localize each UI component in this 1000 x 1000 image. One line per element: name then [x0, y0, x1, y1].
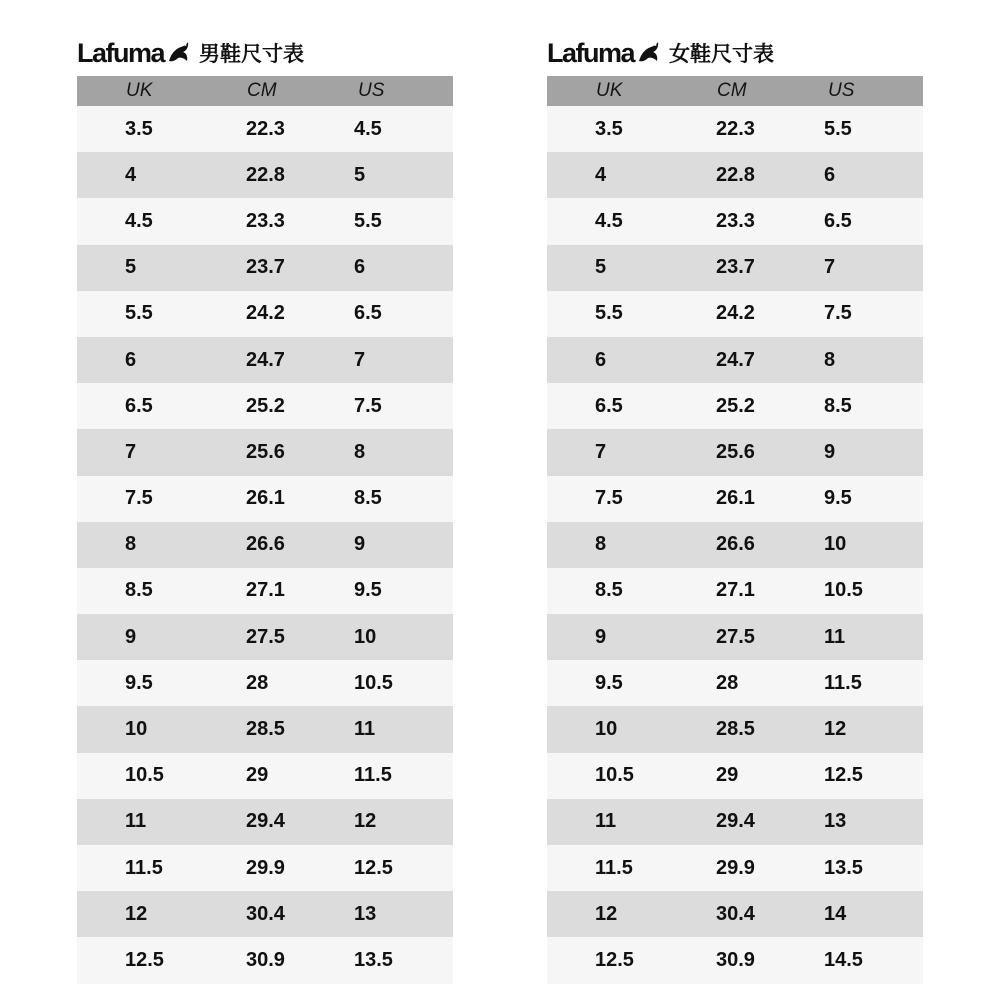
- table-row: [547, 291, 923, 337]
- cell-us: 6.5: [824, 198, 923, 244]
- table-header-row: [77, 76, 453, 106]
- cell-cm: 23.3: [246, 198, 354, 244]
- cell-uk: 10.5: [77, 753, 246, 799]
- cell-uk: 9.5: [547, 660, 716, 706]
- cell-cm: 22.8: [246, 152, 354, 198]
- lizard-logo-icon: [635, 40, 661, 66]
- cell-us: 12.5: [354, 845, 453, 891]
- cell-uk: 8.5: [77, 568, 246, 614]
- cell-us: 5: [354, 152, 453, 198]
- table-row: [547, 476, 923, 522]
- cell-us: 9: [824, 429, 923, 475]
- chart-title: 男鞋尺寸表: [199, 42, 305, 66]
- cell-uk: 10: [77, 706, 246, 752]
- table-row: [547, 753, 923, 799]
- table-row: [547, 937, 923, 983]
- cell-us: 10.5: [824, 568, 923, 614]
- table-row: [547, 522, 923, 568]
- table-body: [547, 106, 923, 984]
- table-row: [77, 937, 453, 983]
- cell-cm: 30.9: [246, 937, 354, 983]
- table-header-row: [547, 76, 923, 106]
- cell-uk: 9: [77, 614, 246, 660]
- cell-us: 6: [824, 152, 923, 198]
- cell-cm: 24.2: [246, 291, 354, 337]
- brand-logo-text: Lafuma: [77, 37, 165, 68]
- cell-us: 7: [354, 337, 453, 383]
- cell-us: 11.5: [824, 660, 923, 706]
- cell-us: 8.5: [354, 476, 453, 522]
- cell-cm: 30.9: [716, 937, 824, 983]
- cell-us: 12: [824, 706, 923, 752]
- table-row: [547, 106, 923, 152]
- cell-uk: 9: [547, 614, 716, 660]
- cell-cm: 29.9: [246, 845, 354, 891]
- cell-cm: 29.4: [246, 799, 354, 845]
- cell-cm: 28: [716, 660, 824, 706]
- table-row: [77, 706, 453, 752]
- table-row: [77, 429, 453, 475]
- cell-us: 6: [354, 245, 453, 291]
- table-row: [547, 799, 923, 845]
- cell-cm: 23.7: [246, 245, 354, 291]
- table-row: [77, 753, 453, 799]
- table-row: [547, 660, 923, 706]
- cell-uk: 6: [547, 337, 716, 383]
- cell-uk: 5.5: [77, 291, 246, 337]
- table-row: [77, 660, 453, 706]
- table-row: [77, 245, 453, 291]
- cell-us: 9: [354, 522, 453, 568]
- table-body: [77, 106, 453, 984]
- cell-cm: 29: [716, 753, 824, 799]
- column-header-uk: UK: [77, 76, 246, 106]
- cell-uk: 8: [77, 522, 246, 568]
- table-row: [77, 891, 453, 937]
- table-row: [547, 198, 923, 244]
- cell-uk: 4.5: [77, 198, 246, 244]
- cell-us: 5.5: [354, 198, 453, 244]
- table-row: [77, 476, 453, 522]
- cell-cm: 23.7: [716, 245, 824, 291]
- cell-cm: 26.6: [716, 522, 824, 568]
- cell-cm: 25.2: [716, 383, 824, 429]
- cell-us: 10.5: [354, 660, 453, 706]
- table-row: [77, 799, 453, 845]
- cell-cm: 24.2: [716, 291, 824, 337]
- table-row: [547, 891, 923, 937]
- cell-uk: 8.5: [547, 568, 716, 614]
- table-row: [77, 106, 453, 152]
- cell-cm: 29.4: [716, 799, 824, 845]
- cell-cm: 27.1: [246, 568, 354, 614]
- cell-us: 5.5: [824, 106, 923, 152]
- cell-uk: 12: [547, 891, 716, 937]
- cell-uk: 12.5: [547, 937, 716, 983]
- cell-uk: 5: [547, 245, 716, 291]
- cell-us: 12: [354, 799, 453, 845]
- table-row: [77, 198, 453, 244]
- cell-us: 4.5: [354, 106, 453, 152]
- table-row: [77, 614, 453, 660]
- cell-us: 7: [824, 245, 923, 291]
- cell-cm: 22.3: [716, 106, 824, 152]
- cell-uk: 4: [77, 152, 246, 198]
- cell-uk: 11.5: [77, 845, 246, 891]
- table-row: [547, 383, 923, 429]
- cell-uk: 3.5: [77, 106, 246, 152]
- cell-us: 7.5: [354, 383, 453, 429]
- cell-cm: 27.5: [716, 614, 824, 660]
- cell-us: 13.5: [354, 937, 453, 983]
- cell-us: 11: [824, 614, 923, 660]
- cell-cm: 23.3: [716, 198, 824, 244]
- womens-size-chart: [547, 30, 923, 984]
- cell-uk: 11: [547, 799, 716, 845]
- cell-us: 9.5: [824, 476, 923, 522]
- table-row: [547, 245, 923, 291]
- cell-cm: 30.4: [246, 891, 354, 937]
- table-row: [77, 291, 453, 337]
- cell-us: 13: [824, 799, 923, 845]
- cell-uk: 6.5: [77, 383, 246, 429]
- cell-cm: 28.5: [246, 706, 354, 752]
- table-row: [77, 152, 453, 198]
- cell-uk: 4: [547, 152, 716, 198]
- column-header-us: US: [354, 76, 453, 106]
- cell-uk: 7.5: [547, 476, 716, 522]
- cell-uk: 7: [547, 429, 716, 475]
- cell-uk: 11.5: [547, 845, 716, 891]
- cell-cm: 28: [246, 660, 354, 706]
- cell-cm: 22.8: [716, 152, 824, 198]
- cell-uk: 7.5: [77, 476, 246, 522]
- cell-uk: 10.5: [547, 753, 716, 799]
- mens-size-chart: [77, 30, 453, 984]
- cell-uk: 10: [547, 706, 716, 752]
- table-row: [547, 614, 923, 660]
- cell-cm: 26.1: [246, 476, 354, 522]
- cell-uk: 9.5: [77, 660, 246, 706]
- lizard-logo-icon: [165, 40, 191, 66]
- table-row: [547, 706, 923, 752]
- table-row: [547, 152, 923, 198]
- cell-cm: 27.5: [246, 614, 354, 660]
- cell-uk: 8: [547, 522, 716, 568]
- cell-us: 8: [824, 337, 923, 383]
- cell-cm: 29.9: [716, 845, 824, 891]
- cell-cm: 27.1: [716, 568, 824, 614]
- cell-us: 14: [824, 891, 923, 937]
- cell-cm: 22.3: [246, 106, 354, 152]
- cell-cm: 30.4: [716, 891, 824, 937]
- cell-cm: 26.1: [716, 476, 824, 522]
- cell-cm: 24.7: [716, 337, 824, 383]
- womens-chart-header: [547, 30, 923, 76]
- brand-logo-text: Lafuma: [547, 37, 635, 68]
- table-row: [547, 845, 923, 891]
- cell-uk: 6.5: [547, 383, 716, 429]
- cell-us: 8: [354, 429, 453, 475]
- cell-uk: 7: [77, 429, 246, 475]
- cell-cm: 29: [246, 753, 354, 799]
- table-row: [77, 568, 453, 614]
- table-row: [77, 383, 453, 429]
- cell-cm: 28.5: [716, 706, 824, 752]
- table-row: [547, 568, 923, 614]
- table-row: [77, 522, 453, 568]
- table-row: [77, 337, 453, 383]
- chart-title: 女鞋尺寸表: [669, 42, 775, 66]
- cell-us: 10: [824, 522, 923, 568]
- column-header-us: US: [824, 76, 923, 106]
- cell-us: 11: [354, 706, 453, 752]
- cell-us: 7.5: [824, 291, 923, 337]
- cell-us: 11.5: [354, 753, 453, 799]
- cell-uk: 12.5: [77, 937, 246, 983]
- size-table: [77, 76, 453, 984]
- cell-us: 8.5: [824, 383, 923, 429]
- cell-uk: 12: [77, 891, 246, 937]
- cell-uk: 5.5: [547, 291, 716, 337]
- cell-uk: 11: [77, 799, 246, 845]
- column-header-cm: CM: [246, 76, 354, 106]
- cell-cm: 25.2: [246, 383, 354, 429]
- column-header-cm: CM: [716, 76, 824, 106]
- cell-us: 9.5: [354, 568, 453, 614]
- table-row: [547, 337, 923, 383]
- mens-chart-header: [77, 30, 453, 76]
- cell-cm: 26.6: [246, 522, 354, 568]
- cell-us: 10: [354, 614, 453, 660]
- cell-uk: 4.5: [547, 198, 716, 244]
- cell-us: 6.5: [354, 291, 453, 337]
- cell-uk: 6: [77, 337, 246, 383]
- cell-us: 13: [354, 891, 453, 937]
- table-row: [547, 429, 923, 475]
- size-table: [547, 76, 923, 984]
- cell-cm: 25.6: [716, 429, 824, 475]
- cell-uk: 5: [77, 245, 246, 291]
- column-header-uk: UK: [547, 76, 716, 106]
- cell-us: 13.5: [824, 845, 923, 891]
- table-row: [77, 845, 453, 891]
- cell-cm: 25.6: [246, 429, 354, 475]
- cell-us: 12.5: [824, 753, 923, 799]
- cell-us: 14.5: [824, 937, 923, 983]
- cell-cm: 24.7: [246, 337, 354, 383]
- cell-uk: 3.5: [547, 106, 716, 152]
